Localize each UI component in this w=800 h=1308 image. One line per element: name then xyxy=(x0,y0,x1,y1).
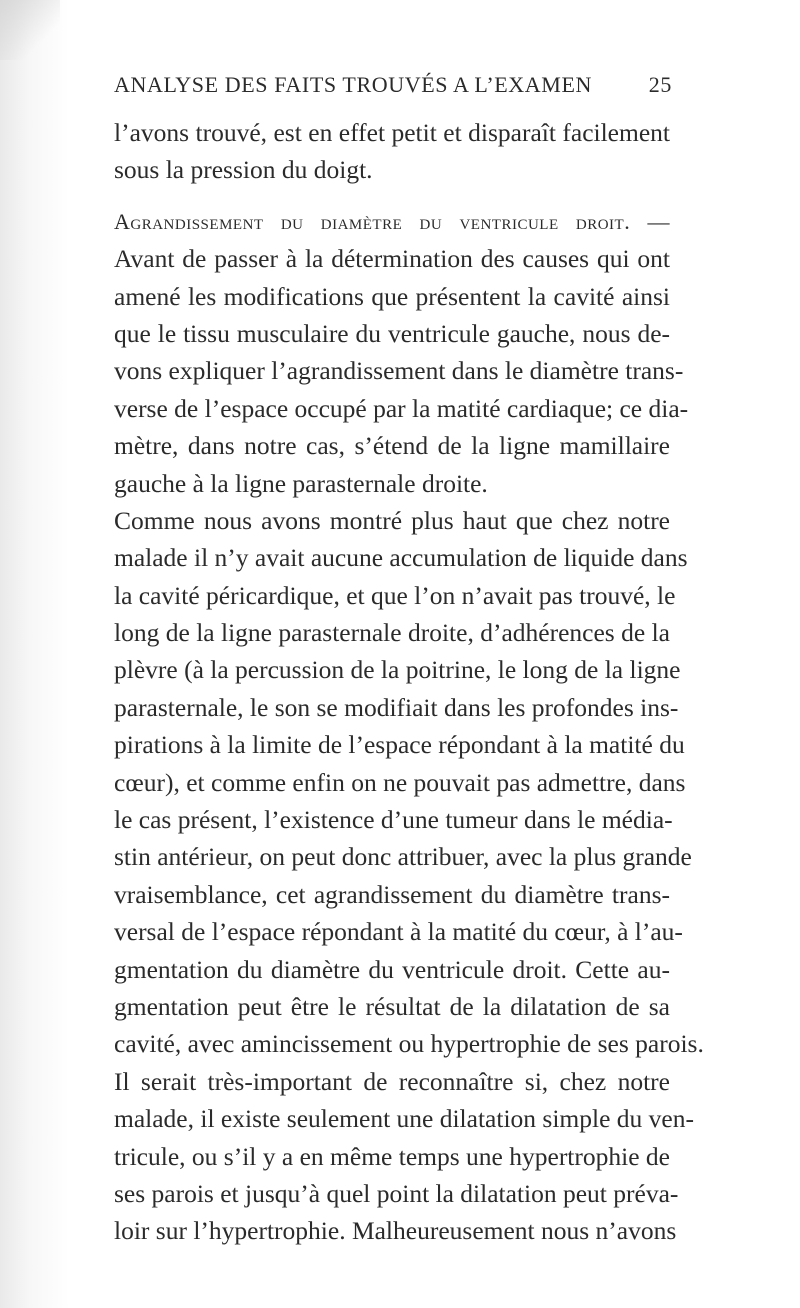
text-line: gauche à la ligne parasternale droite. xyxy=(114,468,488,498)
text-line: pirations à la limite de l’espace répondant à la matité du xyxy=(114,730,685,760)
text-line: stin antérieur, on peut donc attribuer, avec la plus grande xyxy=(114,842,692,872)
text-line: Avant de passer à la détermination des causes qui ont xyxy=(114,244,670,274)
text-line: le cas présent, l’existence d’une tumeur dans le média- xyxy=(114,805,673,835)
running-header xyxy=(114,72,672,108)
text-line: amené les modifications que présentent la cavité ainsi xyxy=(114,281,670,311)
text-line: verse de l’espace occupé par la matité cardiaque; ce dia- xyxy=(114,393,689,423)
section-heading: Agrandissement du diamètre du ventricule droit. — xyxy=(114,208,670,234)
text-line: mètre, dans notre cas, s’étend de la ligne mamillaire xyxy=(114,431,670,461)
text-line: cavité, avec amincissement ou hypertrophie de ses parois. xyxy=(114,1029,704,1059)
text-line: tricule, ou s’il y a en même temps une hypertrophie de xyxy=(114,1141,670,1171)
text-line: cœur), et comme enfin on ne pouvait pas admettre, dans xyxy=(114,767,686,797)
text-line: Il serait très-important de reconnaître si, chez notre xyxy=(114,1066,670,1096)
text-line: long de la ligne parasternale droite, d’adhérences de la xyxy=(114,618,670,648)
text-line: gmentation peut être le résultat de la dilatation de sa xyxy=(114,991,670,1021)
text-line: ses parois et jusqu’à quel point la dilatation peut préva- xyxy=(114,1178,679,1208)
text-line: l’avons trouvé, est en effet petit et disparaît facilement xyxy=(114,118,670,147)
text-line: sous la pression du doigt. xyxy=(114,155,373,185)
text-line: versal de l’espace répondant à la matité du cœur, à l’au- xyxy=(114,917,683,947)
running-title: ANALYSE DES FAITS TROUVÉS A L’EXAMEN xyxy=(114,72,592,97)
text-line: parasternale, le son se modifiait dans les profondes ins- xyxy=(114,692,679,722)
text-line: que le tissu musculaire du ventricule gauche, nous de- xyxy=(114,318,670,348)
page-number: 25 xyxy=(648,72,672,97)
text-line: malade, il existe seulement une dilatation simple du ven- xyxy=(114,1104,694,1134)
text-line: loir sur l’hypertrophie. Malheureusement nous n’avons xyxy=(114,1216,677,1246)
text-line: plèvre (à la percussion de la poitrine, le long de la ligne xyxy=(114,655,681,685)
text-line: Comme nous avons montré plus haut que chez notre xyxy=(114,505,670,535)
text-line: la cavité péricardique, et que l’on n’avait pas trouvé, le xyxy=(114,580,676,610)
text-line: vraisemblance, cet agrandissement du diamètre trans- xyxy=(114,879,670,909)
text-line: malade il n’y avait aucune accumulation de liquide dans xyxy=(114,543,688,573)
text-line: gmentation du diamètre du ventricule droit. Cette au- xyxy=(114,954,670,984)
body-text xyxy=(114,114,704,1250)
text-line: vons expliquer l’agrandissement dans le diamètre trans- xyxy=(114,356,684,386)
